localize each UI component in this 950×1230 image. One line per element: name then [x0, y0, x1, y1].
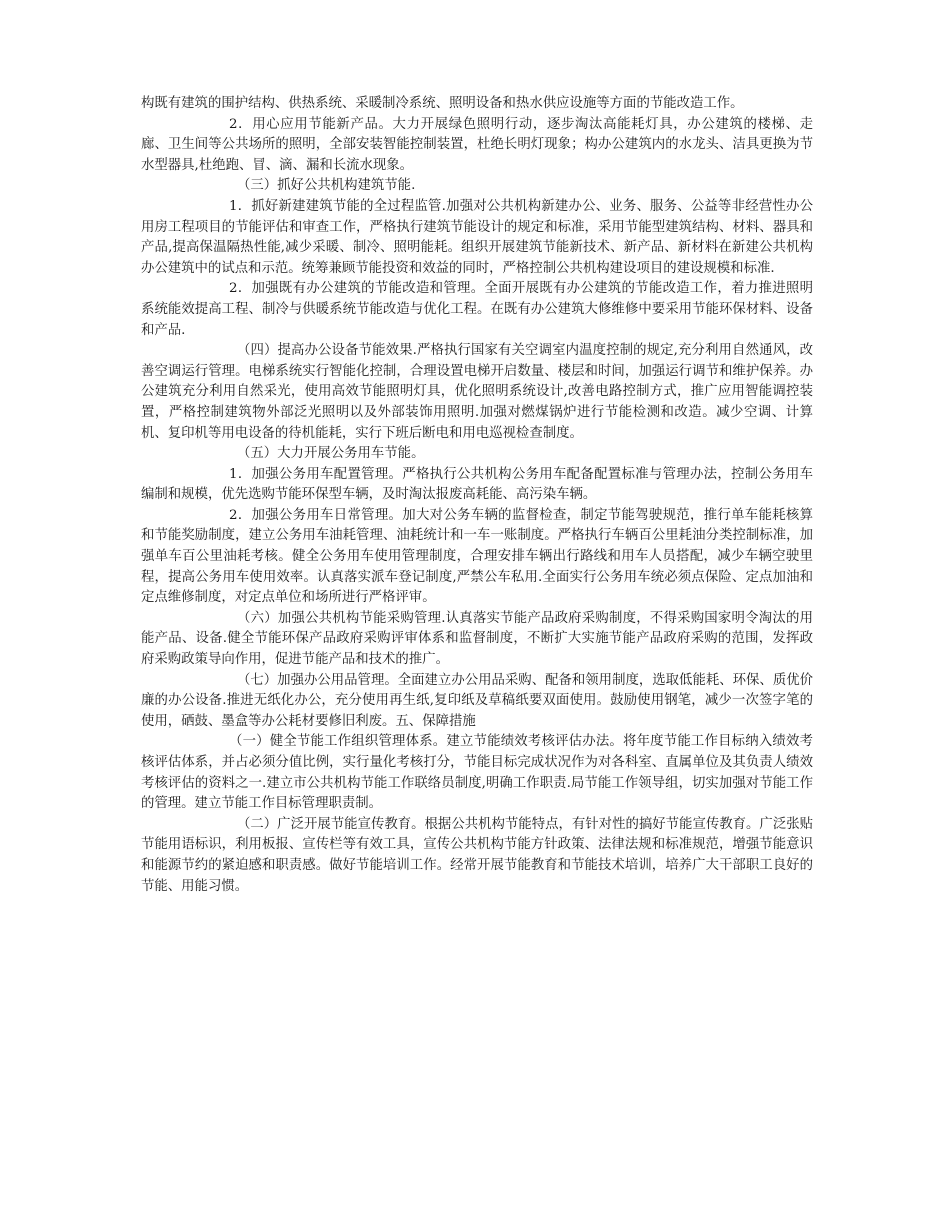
- section-heading-5: （五）大力开展公务用车节能。: [237, 446, 425, 462]
- section-heading-3: （三）抓好公共机构建筑节能.: [237, 178, 416, 194]
- section-4: （四）提高办公设备节能效果.严格执行国家有关空调室内温度控制的规定,充分利用自然通风，改善空调运行管理。电梯系统实行智能化控制，合理设置电梯开启数量、楼层和时间，加强运行调节和维护保养。办公建筑充分利用自然采光，使用高效节能照明灯具，优化照明系统设计,改善电路控制方式，推广应用智能调控装置，严格控制建筑物外部泛光照明以及外部装饰用照明.加强对燃煤锅炉进行节能检测和改造。减少空调、计算机、复印机等用电设备的待机能耗，实行下班后断电和用电巡视检查制度。: [141, 343, 813, 441]
- paragraph-5-2: 2．加强公务用车日常管理。加大对公务车辆的监督检查，制定节能驾驶规范，推行单车能耗核算和节能奖励制度，建立公务用车油耗管理、油耗统计和一车一账制度。严格执行车辆百公里耗油分类控制标准，加强单车百公里油耗考核。健全公务用车使用管理制度，合理安排车辆出行路线和用车人员搭配，减少车辆空驶里程，提高公务用车使用效率。认真落实派车登记制度,严禁公车私用.全面实行公务用车统必须点保险、定点加油和定点维修制度，对定点单位和场所进行严格评审。: [141, 507, 813, 606]
- section-7: （七）加强办公用品管理。全面建立办公用品采购、配备和领用制度，选取低能耗、环保、质优价廉的办公设备.推进无纸化办公，充分使用再生纸,复印纸及草稿纸要双面使用。鼓励使用钢笔，减少一次签字笔的使用，硒鼓、墨盒等办公耗材要修旧利废。五、保障措施: [141, 672, 813, 729]
- paragraph-1: 构既有建筑的围护结构、供热系统、采暖制冷系统、照明设备和热水供应设施等方面的节能改造工作。: [141, 96, 744, 111]
- measure-1: （一）健全节能工作组织管理体系。建立节能绩效考核评估办法。将年度节能工作目标纳入绩效考核评估体系，并占必须分值比例，实行量化考核打分，节能目标完成状况作为对各科室、直属单位及其负责人绩效考核评估的资料之一.建立市公共机构节能工作联络员制度,明确工作职责.局节能工作领导组，切实加强对节能工作的管理。建立节能工作目标管理职责制。: [141, 734, 813, 812]
- paragraph-3-1: 1．抓好新建建筑节能的全过程监管.加强对公共机构新建办公、业务、服务、公益等非经营性办公用房工程项目的节能评估和审查工作，严格执行建筑节能设计的规定和标准，采用节能型建筑结构、材料、器具和产品,提高保温隔热性能,减少采暖、制冷、照明能耗。组织开展建筑节能新技术、新产品、新材料在新建公共机构办公建筑中的试点和示范。统筹兼顾节能投资和效益的同时，严格控制公共机构建设项目的建设规模和标准.: [141, 198, 813, 276]
- document-body: [141, 94, 813, 897]
- section-6: （六）加强公共机构节能采购管理.认真落实节能产品政府采购制度，不得采购国家明令淘汰的用能产品、设备.健全节能环保产品政府采购评审体系和监督制度，不断扩大实施节能产品政府采购的范围，发挥政府采购政策导向作用，促进节能产品和技术的推广。: [141, 610, 813, 668]
- paragraph-2: 2．用心应用节能新产品。大力开展绿色照明行动，逐步淘汰高能耗灯具，办公建筑的楼梯、走廊、卫生间等公共场所的照明，全部安装智能控制装置，杜绝长明灯现象；构办公建筑内的水龙头、洁具更换为节水型器具,杜绝跑、冒、滴、漏和长流水现象。: [141, 116, 813, 173]
- measure-2: （二）广泛开展节能宣传教育。根据公共机构节能特点，有针对性的搞好节能宣传教育。广泛张贴节能用语标识，利用板报、宣传栏等有效工具，宣传公共机构节能方针政策、法律法规和标准规范，增强节能意识和能源节约的紧迫感和职责感。做好节能培训工作。经常开展节能教育和节能技术培训，培养广大干部职工良好的节能、用能习惯。: [141, 816, 813, 894]
- paragraph-5-1: 1．加强公务用车配置管理。严格执行公共机构公务用车配备配置标准与管理办法，控制公务用车编制和规模，优先选购节能环保型车辆，及时淘汰报废高耗能、高污染车辆。: [141, 466, 813, 503]
- paragraph-3-2: 2．加强既有办公建筑的节能改造和管理。全面开展既有办公建筑的节能改造工作，着力推进照明系统能效提高工程、制冷与供暖系统节能改造与优化工程。在既有办公建筑大修维修中要采用节能环保材料、设备和产品.: [141, 281, 813, 338]
